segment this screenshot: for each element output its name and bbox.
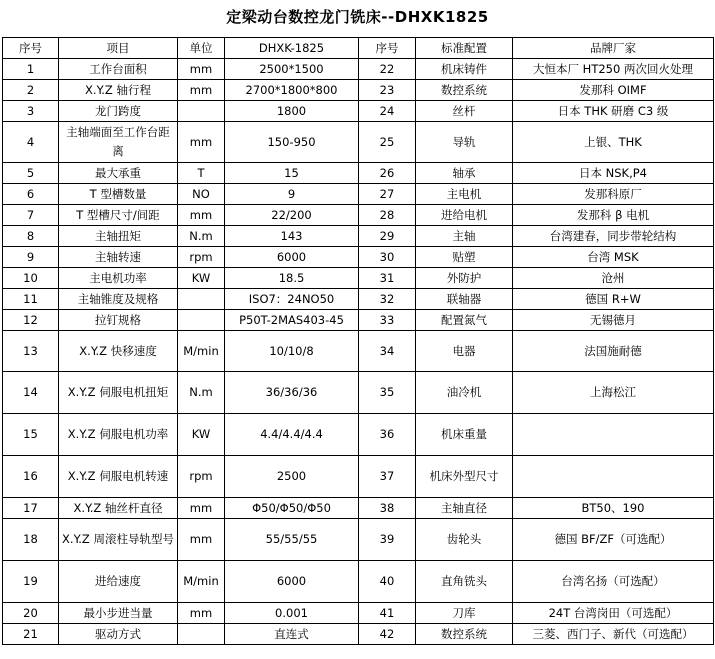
config-number-cell: 37 (359, 456, 416, 498)
config-cell: 联轴器 (416, 289, 513, 310)
item-cell: T 型槽尺寸/间距 (59, 205, 178, 226)
item-cell: 拉钉规格 (59, 310, 178, 331)
item-cell: X.Y.Z 伺服电机扭矩 (59, 372, 178, 414)
brand-cell: 24T 台湾岗田（可选配） (513, 603, 714, 624)
unit-cell (178, 289, 225, 310)
value-cell: 2500*1500 (225, 59, 359, 80)
brand-cell: 发那科原厂 (513, 184, 714, 205)
table-row (3, 456, 714, 498)
config-cell: 主轴 (416, 226, 513, 247)
config-cell: 轴承 (416, 163, 513, 184)
item-cell: X.Y.Z 伺服电机转速 (59, 456, 178, 498)
unit-cell (178, 624, 225, 645)
row-number-cell: 8 (3, 226, 59, 247)
config-cell: 电器 (416, 331, 513, 372)
brand-cell: 大恒本厂 HT250 两次回火处理 (513, 59, 714, 80)
unit-cell: N.m (178, 226, 225, 247)
header-cell-model: DHXK-1825 (225, 38, 359, 59)
config-cell: 贴塑 (416, 247, 513, 268)
unit-cell: KW (178, 268, 225, 289)
unit-cell (178, 310, 225, 331)
row-number-cell: 5 (3, 163, 59, 184)
brand-cell: 三菱、西门子、新代（可选配） (513, 624, 714, 645)
table-row (3, 163, 714, 184)
config-number-cell: 34 (359, 331, 416, 372)
table-row (3, 310, 714, 331)
table-row (3, 561, 714, 603)
config-number-cell: 32 (359, 289, 416, 310)
item-cell: 驱动方式 (59, 624, 178, 645)
config-cell: 丝杆 (416, 101, 513, 122)
unit-cell: mm (178, 498, 225, 519)
table-row (3, 372, 714, 414)
value-cell: 55/55/55 (225, 519, 359, 561)
item-cell: 龙门跨度 (59, 101, 178, 122)
value-cell: 9 (225, 184, 359, 205)
row-number-cell: 21 (3, 624, 59, 645)
unit-cell: mm (178, 59, 225, 80)
header-cell-no-2: 序号 (359, 38, 416, 59)
item-cell: 主轴锥度及规格 (59, 289, 178, 310)
config-cell: 机床重量 (416, 414, 513, 456)
brand-cell (513, 456, 714, 498)
table-row (3, 519, 714, 561)
item-cell: 主轴端面至工作台距离 (59, 122, 178, 163)
value-cell: P50T-2MAS403-45 (225, 310, 359, 331)
config-cell: 机床外型尺寸 (416, 456, 513, 498)
item-cell: X.Y.Z 伺服电机功率 (59, 414, 178, 456)
row-number-cell: 19 (3, 561, 59, 603)
unit-cell: mm (178, 519, 225, 561)
value-cell: 10/10/8 (225, 331, 359, 372)
value-cell: 18.5 (225, 268, 359, 289)
value-cell: 15 (225, 163, 359, 184)
item-cell: 进给速度 (59, 561, 178, 603)
config-number-cell: 38 (359, 498, 416, 519)
brand-cell: 沧州 (513, 268, 714, 289)
config-cell: 数控系统 (416, 80, 513, 101)
unit-cell: mm (178, 80, 225, 101)
value-cell: 143 (225, 226, 359, 247)
row-number-cell: 7 (3, 205, 59, 226)
config-number-cell: 29 (359, 226, 416, 247)
config-number-cell: 42 (359, 624, 416, 645)
brand-cell: 台湾 MSK (513, 247, 714, 268)
config-cell: 刀库 (416, 603, 513, 624)
config-number-cell: 41 (359, 603, 416, 624)
item-cell: 最大承重 (59, 163, 178, 184)
item-cell: X.Y.Z 快移速度 (59, 331, 178, 372)
header-cell-brand: 品牌厂家 (513, 38, 714, 59)
table-row (3, 80, 714, 101)
brand-cell (513, 414, 714, 456)
spec-table-body (3, 38, 714, 645)
document-title: 定梁动台数控龙门铣床--DHXK1825 (226, 8, 489, 26)
config-number-cell: 33 (359, 310, 416, 331)
table-row (3, 498, 714, 519)
table-row (3, 331, 714, 372)
row-number-cell: 2 (3, 80, 59, 101)
unit-cell: KW (178, 414, 225, 456)
unit-cell: T (178, 163, 225, 184)
table-row (3, 184, 714, 205)
item-cell: X.Y.Z 轴行程 (59, 80, 178, 101)
config-number-cell: 27 (359, 184, 416, 205)
table-row (3, 289, 714, 310)
header-cell-item: 项目 (59, 38, 178, 59)
item-cell: 主轴转速 (59, 247, 178, 268)
config-number-cell: 25 (359, 122, 416, 163)
unit-cell: N.m (178, 372, 225, 414)
value-cell: 1800 (225, 101, 359, 122)
config-number-cell: 36 (359, 414, 416, 456)
brand-cell: 发那科 OIMF (513, 80, 714, 101)
row-number-cell: 16 (3, 456, 59, 498)
header-row (3, 38, 714, 59)
config-cell: 主轴直径 (416, 498, 513, 519)
table-row (3, 101, 714, 122)
item-cell: 工作台面积 (59, 59, 178, 80)
row-number-cell: 12 (3, 310, 59, 331)
brand-cell: BT50、190 (513, 498, 714, 519)
row-number-cell: 18 (3, 519, 59, 561)
value-cell: 2700*1800*800 (225, 80, 359, 101)
brand-cell: 发那科 β 电机 (513, 205, 714, 226)
config-number-cell: 24 (359, 101, 416, 122)
unit-cell: rpm (178, 456, 225, 498)
brand-cell: 日本 NSK,P4 (513, 163, 714, 184)
table-row (3, 226, 714, 247)
unit-cell: M/min (178, 561, 225, 603)
brand-cell: 台湾名扬（可选配） (513, 561, 714, 603)
config-cell: 配置氮气 (416, 310, 513, 331)
table-row (3, 268, 714, 289)
unit-cell: mm (178, 205, 225, 226)
config-number-cell: 40 (359, 561, 416, 603)
spec-table (2, 37, 714, 645)
value-cell: 0.001 (225, 603, 359, 624)
brand-cell: 无锡德月 (513, 310, 714, 331)
table-row (3, 603, 714, 624)
brand-cell: 上银、THK (513, 122, 714, 163)
header-cell-unit: 单位 (178, 38, 225, 59)
row-number-cell: 6 (3, 184, 59, 205)
unit-cell (178, 101, 225, 122)
config-cell: 主电机 (416, 184, 513, 205)
row-number-cell: 13 (3, 331, 59, 372)
value-cell: 6000 (225, 561, 359, 603)
row-number-cell: 10 (3, 268, 59, 289)
row-number-cell: 4 (3, 122, 59, 163)
brand-cell: 日本 THK 研磨 C3 级 (513, 101, 714, 122)
value-cell: 6000 (225, 247, 359, 268)
row-number-cell: 11 (3, 289, 59, 310)
table-row (3, 122, 714, 163)
config-number-cell: 22 (359, 59, 416, 80)
item-cell: 最小步进当量 (59, 603, 178, 624)
config-number-cell: 31 (359, 268, 416, 289)
header-cell-no: 序号 (3, 38, 59, 59)
brand-cell: 上海松江 (513, 372, 714, 414)
table-row (3, 414, 714, 456)
value-cell: 150-950 (225, 122, 359, 163)
row-number-cell: 20 (3, 603, 59, 624)
item-cell: X.Y.Z 轴丝杆直径 (59, 498, 178, 519)
row-number-cell: 3 (3, 101, 59, 122)
value-cell: 2500 (225, 456, 359, 498)
config-cell: 油冷机 (416, 372, 513, 414)
unit-cell: M/min (178, 331, 225, 372)
config-number-cell: 39 (359, 519, 416, 561)
item-cell: 主轴扭矩 (59, 226, 178, 247)
config-number-cell: 23 (359, 80, 416, 101)
table-row (3, 624, 714, 645)
value-cell: 36/36/36 (225, 372, 359, 414)
item-cell: 主电机功率 (59, 268, 178, 289)
config-cell: 导轨 (416, 122, 513, 163)
config-number-cell: 26 (359, 163, 416, 184)
header-cell-config: 标准配置 (416, 38, 513, 59)
row-number-cell: 1 (3, 59, 59, 80)
brand-cell: 台湾建春，同步带轮结构 (513, 226, 714, 247)
brand-cell: 德国 BF/ZF（可选配） (513, 519, 714, 561)
value-cell: 直连式 (225, 624, 359, 645)
brand-cell: 法国施耐德 (513, 331, 714, 372)
config-cell: 进给电机 (416, 205, 513, 226)
row-number-cell: 17 (3, 498, 59, 519)
config-cell: 直角铣头 (416, 561, 513, 603)
config-cell: 外防护 (416, 268, 513, 289)
config-cell: 齿轮头 (416, 519, 513, 561)
value-cell: 4.4/4.4/4.4 (225, 414, 359, 456)
value-cell: Φ50/Φ50/Φ50 (225, 498, 359, 519)
config-cell: 机床铸件 (416, 59, 513, 80)
value-cell: 22/200 (225, 205, 359, 226)
unit-cell: NO (178, 184, 225, 205)
unit-cell: mm (178, 603, 225, 624)
config-number-cell: 35 (359, 372, 416, 414)
row-number-cell: 14 (3, 372, 59, 414)
row-number-cell: 15 (3, 414, 59, 456)
brand-cell: 德国 R+W (513, 289, 714, 310)
config-cell: 数控系统 (416, 624, 513, 645)
unit-cell: rpm (178, 247, 225, 268)
table-row (3, 205, 714, 226)
config-number-cell: 28 (359, 205, 416, 226)
value-cell: ISO7：24NO50 (225, 289, 359, 310)
item-cell: X.Y.Z 周滚柱导轨型号 (59, 519, 178, 561)
item-cell: T 型槽数量 (59, 184, 178, 205)
row-number-cell: 9 (3, 247, 59, 268)
config-number-cell: 30 (359, 247, 416, 268)
table-row (3, 247, 714, 268)
unit-cell: mm (178, 122, 225, 163)
table-row (3, 59, 714, 80)
